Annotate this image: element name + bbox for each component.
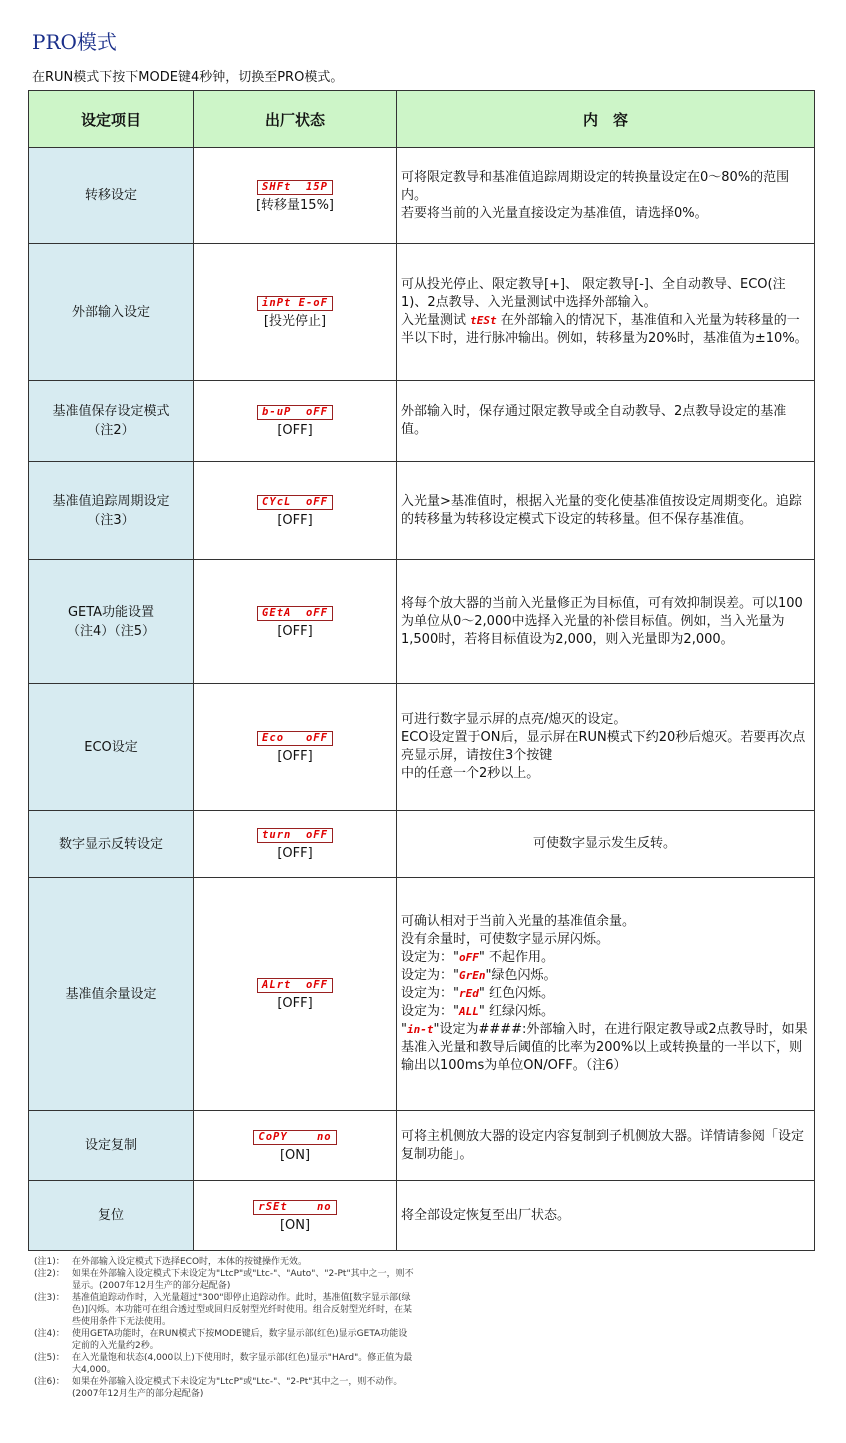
row-content: 可从投光停止、限定教导[+]、 限定教导[-]、全自动教导、ECO(注1)、2点教导、入光量测试中选择外部输入。 入光量测试 tESt 在外部输入的情况下，基准值和入光量为转移量的一半以下时，进行脉冲输出。例如，转移量为20%时，基准值为±10%。: [397, 244, 815, 381]
table-row: [29, 148, 815, 244]
segment-display: SHFt 15P: [257, 180, 333, 195]
row-status: [194, 1111, 397, 1181]
status-value: [OFF]: [277, 512, 313, 528]
segment-display: b-uP oFF: [257, 405, 333, 420]
row-status: [194, 244, 397, 381]
status-value: [OFF]: [277, 423, 313, 438]
footnote: (注4)： 使用GETA功能时，在RUN模式下按MODE键后，数字显示部(红色)显示GETA功能设定前的入光量约2秒。: [34, 1329, 408, 1351]
row-item: 基准值追踪周期设定 （注3）: [29, 462, 194, 560]
status-value: [投光停止]: [263, 314, 327, 329]
row-content: 将每个放大器的当前入光量修正为目标值，可有效抑制误差。可以100为单位从0～2,000中选择入光量的补偿目标值。例如，当入光量为1,500时，若将目标值设为2,000，则入光量即为2,000。: [397, 560, 815, 684]
footnote: (注6)： 如果在外部输入设定模式下未设定为"LtcP"或"Ltc-"、"2-Pt"其中之一，则不动作。(2007年12月生产的部分起配备): [34, 1377, 403, 1399]
segment-display: inPt E-oF: [257, 296, 333, 311]
header-content: 内 容: [397, 91, 815, 148]
row-status: [194, 811, 397, 878]
row-content: 可使数字显示发生反转。: [397, 811, 815, 878]
row-content: 可确认相对于当前入光量的基准值余量。 没有余量时，可使数字显示屏闪烁。 设定为："oFF" 不起作用。 设定为："GrEn"绿色闪烁。 设定为："rEd" 红色闪烁。 设定为："ALL" 红绿闪烁。 "in-t"设定为####:外部输入时，在进行限定教导或2点教导时，如果基准入光量和教导后阈值的比率为200%以上或转换量的一半以下，则输出以100ms为单位ON/OFF。（注6）: [397, 878, 815, 1111]
row-status: [194, 878, 397, 1111]
row-item: GETA功能设置 （注4）（注5）: [29, 560, 194, 684]
segment-display: CYcL oFF: [257, 495, 333, 510]
table-header-row: [29, 91, 815, 148]
status-value: [转移量15%]: [255, 197, 335, 213]
table-row: [29, 684, 815, 811]
table-row: [29, 811, 815, 878]
row-item: 基准值余量设定: [29, 878, 194, 1111]
row-status: [194, 381, 397, 462]
header-item: 设定项目: [29, 91, 194, 148]
row-content: 可进行数字显示屏的点亮/熄灭的设定。 ECO设定置于ON后，显示屏在RUN模式下约20秒后熄灭。若要再次点亮显示屏，请按住3个按键 中的任意一个2秒以上。: [397, 684, 815, 811]
segment-display: CoPY no: [253, 1130, 336, 1145]
segment-inline: ALL: [458, 1005, 479, 1018]
segment-display: rSEt no: [253, 1200, 336, 1215]
table-row: [29, 462, 815, 560]
row-status: [194, 1181, 397, 1251]
segment-inline: oFF: [458, 951, 479, 964]
table-row: [29, 1181, 815, 1251]
segment-inline: GrEn: [458, 969, 486, 982]
row-item: 外部输入设定: [29, 244, 194, 381]
footnote: (注3)： 基准值追踪动作时，入光量超过"300"即停止追踪动作。此时，基准值[数字显示部(绿色)]闪烁。本功能可在组合透过型或回归反射型光纤时使用。组合反射型光纤时，在某些使用条件下无法使用。: [34, 1293, 413, 1327]
row-status: [194, 560, 397, 684]
table-row: [29, 878, 815, 1111]
segment-inline: tESt: [470, 314, 497, 327]
status-value: [OFF]: [277, 623, 313, 639]
status-value: [OFF]: [277, 846, 313, 861]
row-item: 设定复制: [29, 1111, 194, 1181]
row-status: [194, 462, 397, 560]
row-item: 基准值保存设定模式 （注2）: [29, 381, 194, 462]
row-content: 将全部设定恢复至出厂状态。: [397, 1181, 815, 1251]
table-row: [29, 560, 815, 684]
segment-display: GEtA oFF: [257, 606, 333, 621]
header-status: 出厂状态: [194, 91, 397, 148]
intro-text: 在RUN模式下按下MODE键4秒钟，切换至PRO模式。: [32, 70, 344, 85]
row-status: [194, 684, 397, 811]
table-row: [29, 244, 815, 381]
row-content: 入光量>基准值时，根据入光量的变化使基准值按设定周期变化。追踪的转移量为转移设定模式下设定的转移量。但不保存基准值。: [397, 462, 815, 560]
status-value: [ON]: [279, 1217, 311, 1233]
row-item: 转移设定: [29, 148, 194, 244]
status-value: [OFF]: [277, 749, 313, 764]
settings-table: [28, 90, 815, 1251]
row-content: 外部输入时，保存通过限定教导或全自动教导、2点教导设定的基准值。: [397, 381, 815, 462]
status-value: [ON]: [279, 1147, 311, 1163]
table-row: [29, 1111, 815, 1181]
table-row: [29, 381, 815, 462]
footnote: (注1)： 在外部输入设定模式下选择ECO时，本体的按键操作无效。: [34, 1257, 308, 1267]
row-content: 可将限定教导和基准值追踪周期设定的转换量设定在0～80%的范围内。 若要将当前的入光量直接设定为基准值，请选择0%。: [397, 148, 815, 244]
segment-inline: rEd: [458, 987, 479, 1000]
page-title: PRO模式: [32, 30, 117, 54]
row-content: 可将主机侧放大器的设定内容复制到子机侧放大器。详情请参阅「设定复制功能」。: [397, 1111, 815, 1181]
footnote: (注5)： 在入光量饱和状态(4,000以上)下使用时，数字显示部(红色)显示"HArd"。修正值为最大4,000。: [34, 1353, 413, 1375]
footnote: (注2)： 如果在外部输入设定模式下未设定为"LtcP"或"Ltc-"、"Auto"、"2-Pt"其中之一，则不显示。(2007年12月生产的部分起配备): [34, 1269, 414, 1291]
row-item: ECO设定: [29, 684, 194, 811]
row-item: 数字显示反转设定: [29, 811, 194, 878]
segment-display: Eco oFF: [257, 731, 333, 746]
segment-display: ALrt oFF: [257, 978, 333, 993]
segment-display: turn oFF: [257, 828, 333, 843]
row-item: 复位: [29, 1181, 194, 1251]
status-value: [OFF]: [277, 996, 313, 1011]
row-status: [194, 148, 397, 244]
segment-inline: in-t: [406, 1023, 434, 1036]
footnotes: [34, 1256, 414, 1400]
